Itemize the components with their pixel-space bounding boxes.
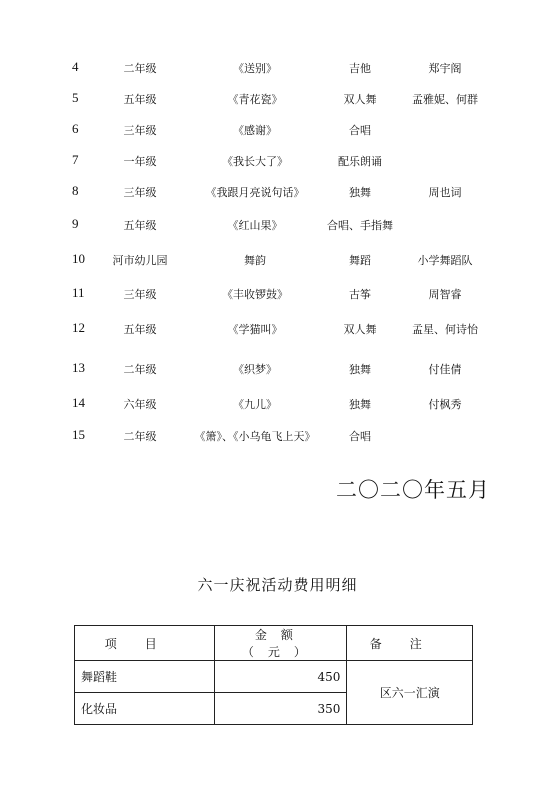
program-performer: 小学舞蹈队 <box>417 254 473 267</box>
program-performer: 周智睿 <box>428 288 462 301</box>
program-row <box>0 88 555 110</box>
program-grade: 二年级 <box>123 62 157 75</box>
program-type: 独舞 <box>349 186 371 199</box>
program-grade: 三年级 <box>123 186 157 199</box>
program-grade: 五年级 <box>123 93 157 106</box>
program-grade: 河市幼儿园 <box>112 254 168 267</box>
program-type: 独舞 <box>349 398 371 411</box>
program-row <box>0 119 555 141</box>
program-title: 《九儿》 <box>233 398 277 411</box>
program-row <box>0 214 555 236</box>
program-performer: 孟星、何诗怡 <box>412 323 478 336</box>
program-number: 7 <box>72 152 79 167</box>
table-row <box>75 661 473 693</box>
program-title: 《织梦》 <box>233 363 277 376</box>
program-number: 13 <box>72 360 85 375</box>
program-number: 12 <box>72 320 85 335</box>
header-item: 项目 <box>75 626 215 661</box>
cost-amount: 350 <box>215 693 347 725</box>
program-grade: 一年级 <box>123 155 157 168</box>
cost-amount: 450 <box>215 661 347 693</box>
program-grade: 五年级 <box>123 323 157 336</box>
program-performer: 付枫秀 <box>428 398 462 411</box>
program-title: 《丰收锣鼓》 <box>222 288 288 301</box>
program-type: 合唱 <box>349 124 371 137</box>
header-amount: 金额（元） <box>215 626 347 661</box>
program-type: 吉他 <box>349 62 371 75</box>
program-type: 合唱、手指舞 <box>327 219 393 232</box>
program-grade: 三年级 <box>123 124 157 137</box>
cost-table-header-row <box>75 626 473 661</box>
program-title: 《青花瓷》 <box>227 93 283 106</box>
cost-item: 舞蹈鞋 <box>75 661 215 693</box>
program-grade: 三年级 <box>123 288 157 301</box>
program-title: 《箫》、《小乌龟飞上天》 <box>194 430 316 443</box>
program-type: 古筝 <box>349 288 371 301</box>
document-date: 二〇二〇年五月 <box>336 478 490 502</box>
program-row <box>0 181 555 203</box>
program-row <box>0 283 555 305</box>
program-number: 6 <box>72 121 79 136</box>
program-performer: 孟雅妮、何群 <box>412 93 478 106</box>
program-row <box>0 150 555 172</box>
program-grade: 五年级 <box>123 219 157 232</box>
cost-section-title: 六一庆祝活动费用明细 <box>197 576 358 594</box>
cost-item: 化妆品 <box>75 693 215 725</box>
program-grade: 二年级 <box>123 363 157 376</box>
program-type: 合唱 <box>349 430 371 443</box>
program-performer: 周也词 <box>428 186 462 199</box>
program-type: 配乐朗诵 <box>338 155 382 168</box>
program-number: 5 <box>72 90 79 105</box>
program-title: 《学猫叫》 <box>227 323 283 336</box>
program-type: 独舞 <box>349 363 371 376</box>
program-number: 11 <box>72 285 85 300</box>
program-performer: 郑宇阁 <box>428 62 462 75</box>
program-number: 10 <box>72 251 85 266</box>
program-title: 《红山果》 <box>227 219 283 232</box>
program-row <box>0 249 555 271</box>
header-note: 备注 <box>347 626 473 661</box>
program-row <box>0 57 555 79</box>
program-type: 双人舞 <box>343 323 377 336</box>
program-row <box>0 318 555 340</box>
program-number: 4 <box>72 59 79 74</box>
program-performer: 付佳倩 <box>428 363 462 376</box>
program-grade: 二年级 <box>123 430 157 443</box>
program-type: 双人舞 <box>343 93 377 106</box>
program-title: 《我跟月亮说句话》 <box>205 186 305 199</box>
program-number: 15 <box>72 427 85 442</box>
program-row <box>0 425 555 447</box>
program-number: 14 <box>72 395 85 410</box>
program-number: 9 <box>72 216 79 231</box>
program-title: 舞韵 <box>244 254 266 267</box>
program-row <box>0 358 555 380</box>
program-title: 《我长大了》 <box>222 155 288 168</box>
cost-table <box>74 625 473 725</box>
program-grade: 六年级 <box>123 398 157 411</box>
program-row <box>0 393 555 415</box>
program-title: 《送别》 <box>233 62 277 75</box>
program-number: 8 <box>72 183 79 198</box>
program-title: 《感谢》 <box>233 124 277 137</box>
cost-note: 区六一汇演 <box>347 661 473 725</box>
program-type: 舞蹈 <box>349 254 371 267</box>
